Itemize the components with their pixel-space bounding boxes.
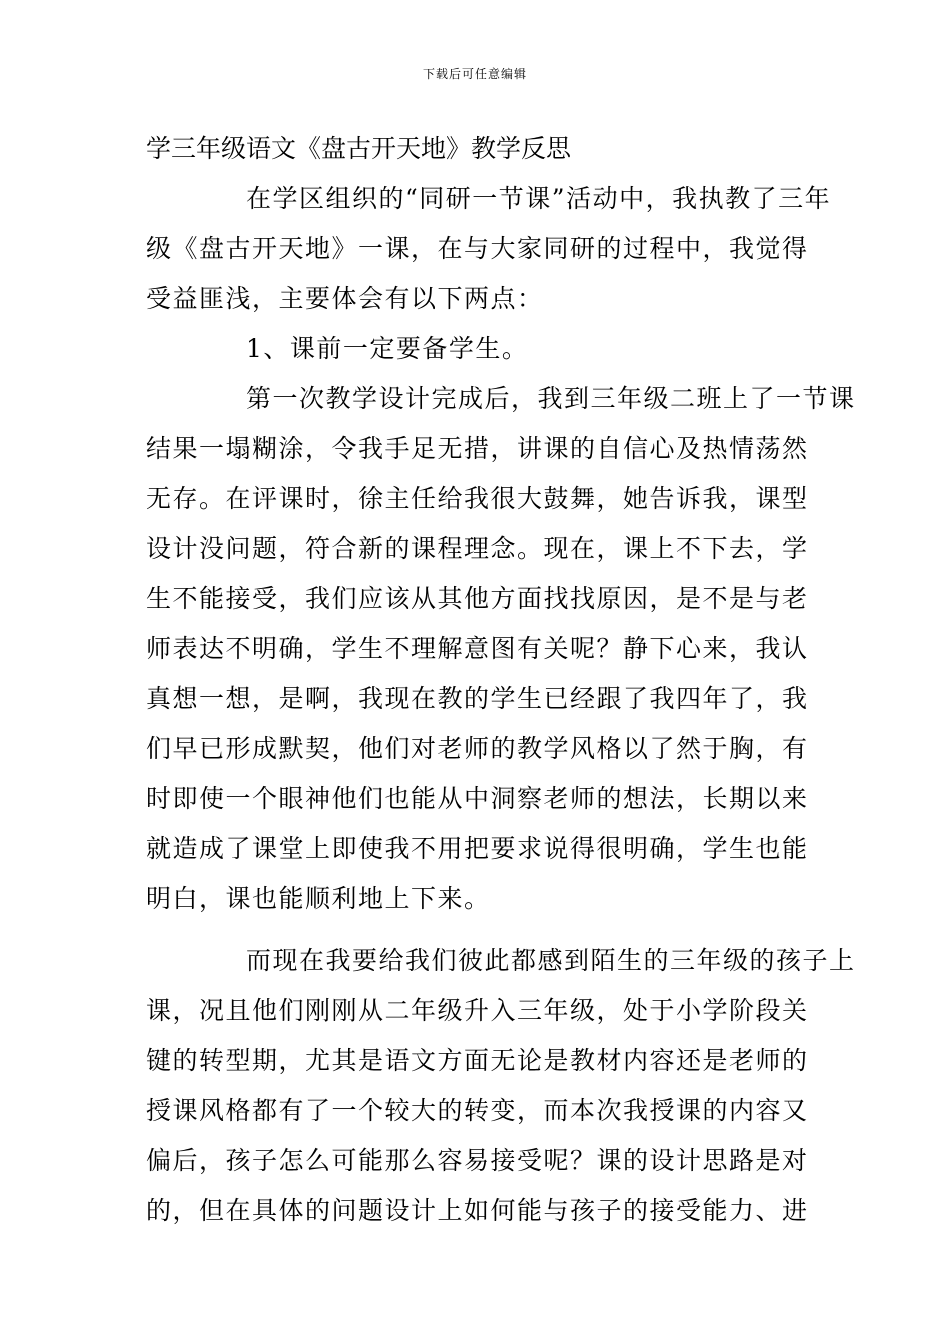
text-line: 设计没问题，符合新的课程理念。现在，课上不下去，学 xyxy=(146,534,809,563)
text-line: 第一次教学设计完成后，我到三年级二班上了一节课 xyxy=(246,384,856,413)
text-line: 师表达不明确，学生不理解意图有关呢？静下心来，我认 xyxy=(146,634,809,663)
text-line: 生不能接受，我们应该从其他方面找找原因，是不是与老 xyxy=(146,584,809,613)
text-line: 课，况且他们刚刚从二年级升入三年级，处于小学阶段关 xyxy=(146,996,809,1025)
document-title: 学三年级语文《盘古开天地》教学反思 xyxy=(146,134,572,163)
text-line: 无存。在评课时，徐主任给我很大鼓舞，她告诉我，课型 xyxy=(146,484,809,513)
text-line: 结果一塌糊涂，令我手足无措，讲课的自信心及热情荡然 xyxy=(146,434,809,463)
text-line: 真想一想，是啊，我现在教的学生已经跟了我四年了，我 xyxy=(146,684,809,713)
text-line: 偏后，孩子怎么可能那么容易接受呢？课的设计思路是对 xyxy=(146,1146,809,1175)
header-note: 下载后可任意编辑 xyxy=(422,67,527,81)
paragraph-first-lesson xyxy=(146,374,856,924)
paragraph-new-class xyxy=(146,936,856,1236)
text-line: 授课风格都有了一个较大的转变，而本次我授课的内容又 xyxy=(146,1096,809,1125)
text-line: 在学区组织的“同研一节课”活动中，我执教了三年 xyxy=(246,184,832,213)
text-line: 级《盘古开天地》一课，在与大家同研的过程中，我觉得 xyxy=(146,234,809,263)
document-body xyxy=(146,124,856,1236)
text-line: 受益匪浅，主要体会有以下两点： xyxy=(146,284,544,313)
text-line: 们早已形成默契，他们对老师的教学风格以了然于胸，有 xyxy=(146,734,809,763)
text-line: 明白，课也能顺利地上下来。 xyxy=(146,884,491,913)
paragraph-gap xyxy=(146,924,808,936)
text-line: 1、课前一定要备学生。 xyxy=(246,334,529,363)
text-line: 时即使一个眼神他们也能从中洞察老师的想法，长期以来 xyxy=(146,784,809,813)
text-line: 的，但在具体的问题设计上如何能与孩子的接受能力、进 xyxy=(146,1196,809,1225)
text-line: 而现在我要给我们彼此都感到陌生的三年级的孩子上 xyxy=(246,946,856,975)
paragraph-intro xyxy=(146,174,832,324)
text-line: 就造成了课堂上即使我不用把要求说得很明确，学生也能 xyxy=(146,834,809,863)
paragraph-point-1 xyxy=(146,324,808,374)
text-line: 键的转型期，尤其是语文方面无论是教材内容还是老师的 xyxy=(146,1046,809,1075)
